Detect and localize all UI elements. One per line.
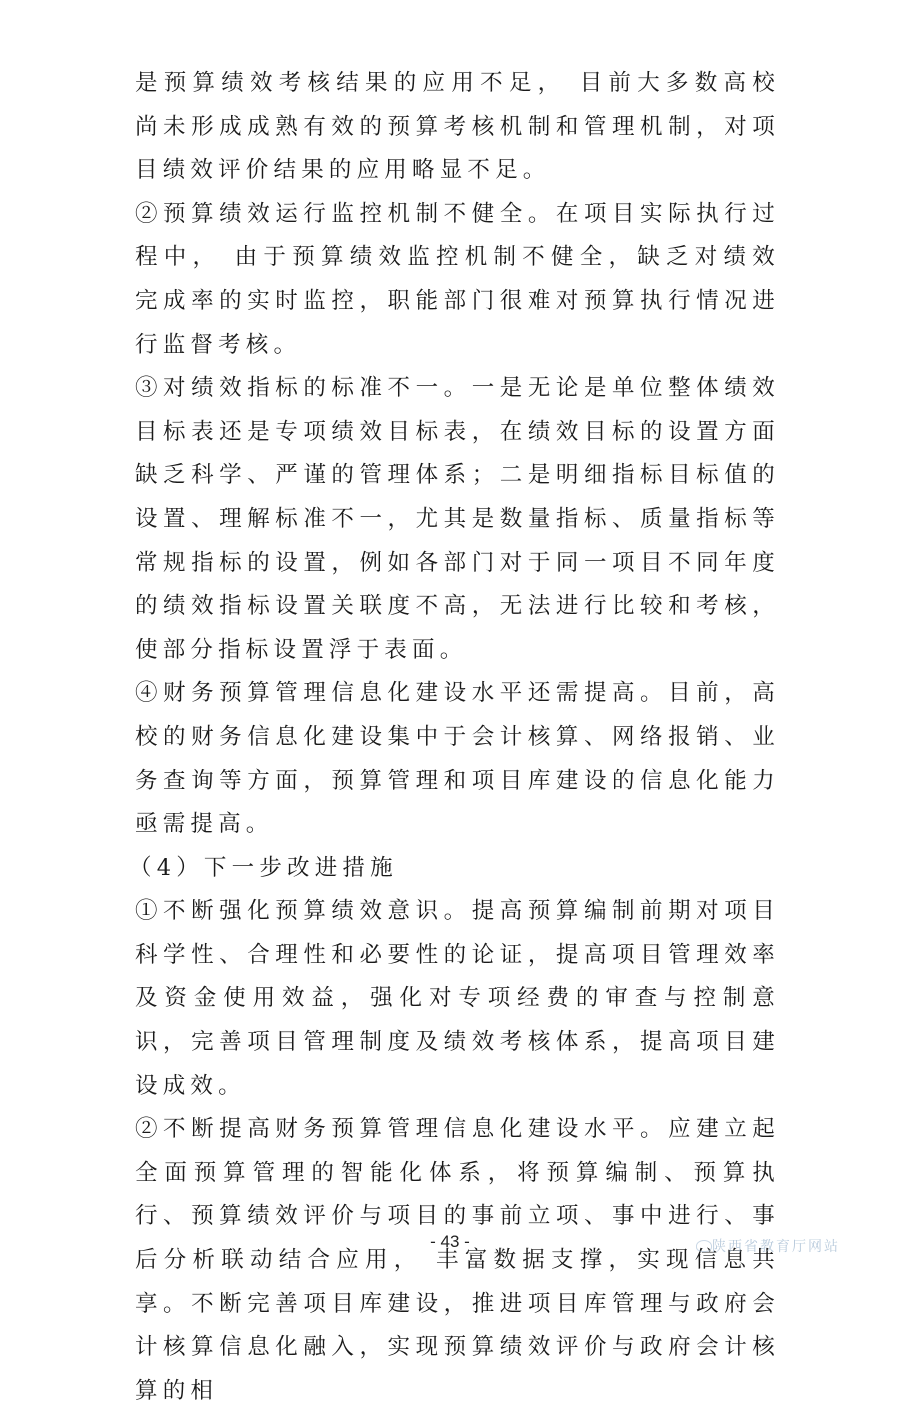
paragraph-item-2: ②预算绩效运行监控机制不健全。在项目实际执行过程中， 由于预算绩效监控机制不健全，缺乏对绩效完成率的实时监控，职能部门很难对预算执行情况进行监督考核。 [135, 200, 780, 358]
watermark-logo-icon [696, 1240, 712, 1252]
page-body [129, 62, 780, 1413]
paragraph-item-3: ③对绩效指标的标准不一。一是无论是单位整体绩效目标表还是专项绩效目标表，在绩效目标的设置方面缺乏科学、严谨的管理体系；二是明细指标目标值的设置、理解标准不一，尤其是数量指标、质量指标等常规指标的设置，例如各部门对于同一项目不同年度的绩效指标设置关联度不高，无法进行比较和考核，使部分指标设置浮于表面。 [135, 375, 780, 663]
paragraph-continuation: 是预算绩效考核结果的应用不足， 目前大多数高校尚未形成成熟有效的预算考核机制和管理机制，对项目绩效评价结果的应用略显不足。 [135, 70, 780, 184]
section-heading: （4）下一步改进措施 [129, 854, 398, 881]
page-number: - 43 - [430, 1232, 470, 1251]
paragraph-measure-1: ①不断强化预算绩效意识。提高预算编制前期对项目科学性、合理性和必要性的论证，提高项目管理效率及资金使用效益，强化对专项经费的审查与控制意识，完善项目管理制度及绩效考核体系，提高项目建设成效。 [135, 898, 780, 1099]
paragraph-measure-2: ②不断提高财务预算管理信息化建设水平。应建立起全面预算管理的智能化体系，将预算编制、预算执行、预算绩效评价与项目的事前立项、事中进行、事后分析联动结合应用， 丰富数据支撑，实现信息共享。不断完善项目库建设，推进项目库管理与政府会计核算信息化融入，实现预算绩效评价与政府会计核算的相 [135, 1116, 780, 1404]
watermark: 陕西省教育厅网站 [712, 1239, 840, 1255]
paragraph-item-4: ④财务预算管理信息化建设水平还需提高。目前，高校的财务信息化建设集中于会计核算、网络报销、业务查询等方面，预算管理和项目库建设的信息化能力亟需提高。 [135, 680, 780, 838]
